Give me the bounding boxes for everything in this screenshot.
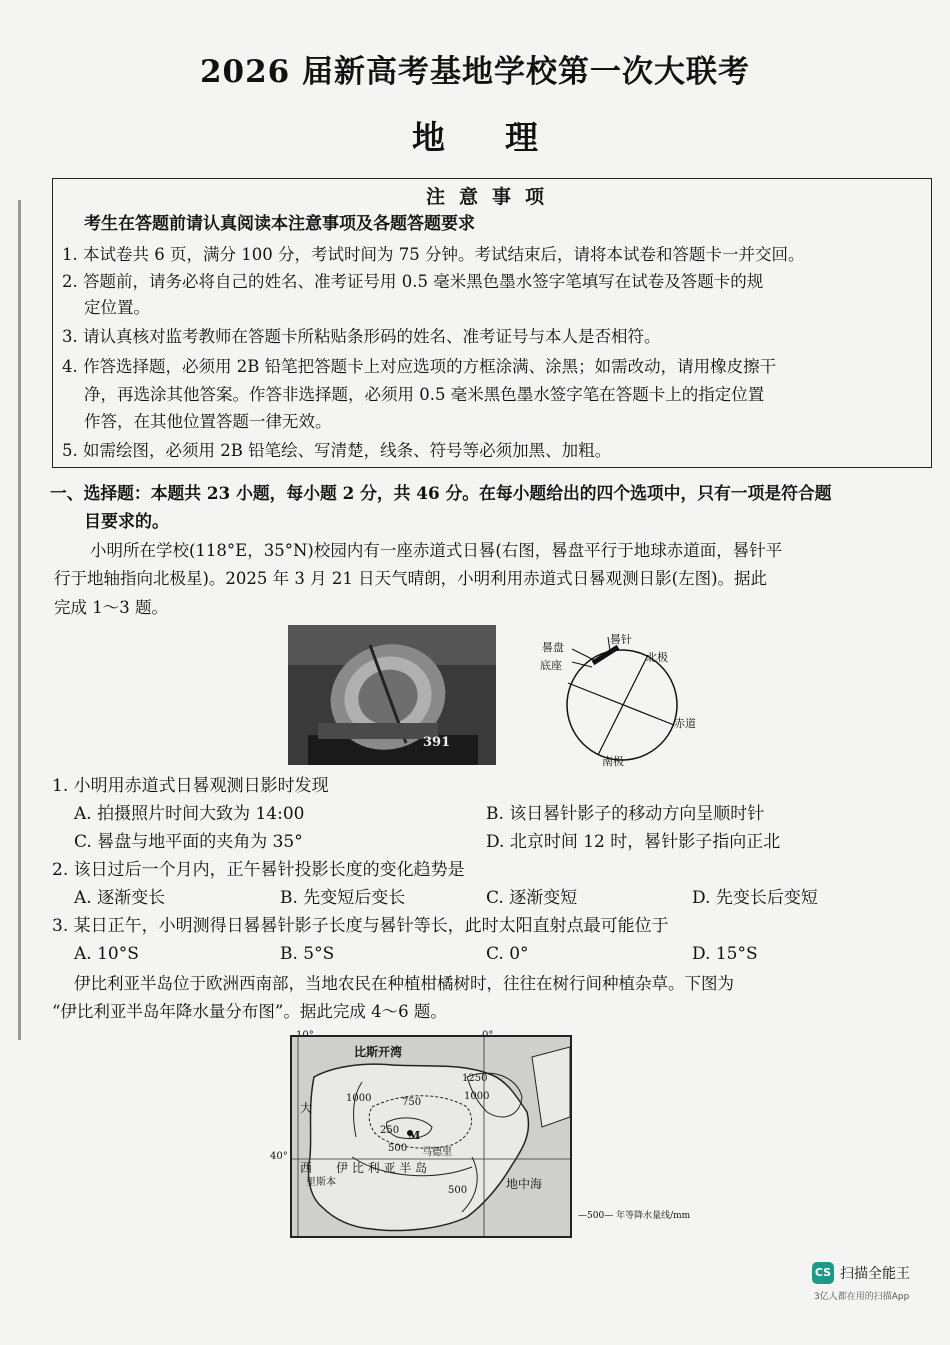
question-option: A. 10°S [74,944,139,964]
map-isoline-label: 1000 [346,1093,372,1104]
sundial-photo [288,625,496,765]
question-option: A. 逐渐变长 [74,888,166,908]
map-lat-label: 40° [270,1151,288,1162]
question-stem: 2. 该日过后一个月内，正午晷针投影长度的变化趋势是 [52,860,465,880]
subject-title: 地理 [412,118,598,157]
question-option: C. 逐渐变短 [486,888,578,908]
map-isoline-label: 1000 [464,1091,490,1102]
notice-item: 定位置。 [84,298,150,317]
map-peninsula-name: 伊 比 利 亚 半 岛 [336,1161,428,1175]
scanner-name: 扫描全能王 [840,1266,910,1282]
map-city-madrid: 马德里 [422,1147,452,1158]
question-option: B. 该日晷针影子的移动方向呈顺时针 [486,804,765,824]
map-city-lisbon: 里斯本 [306,1177,336,1188]
map-sea-east: 地中海 [506,1177,543,1191]
question-stem: 3. 某日正午，小明测得日晷晷针影子长度与晷针等长，此时太阳直射点最可能位于 [52,916,669,936]
exam-title: 2026 届新高考基地学校第一次大联考 [199,54,751,90]
notice-item: 1. 本试卷共 6 页，满分 100 分，考试时间为 75 分钟。考试结束后，请将本试卷和答题卡一并交回。 [62,245,805,264]
label-south-pole: 南极 [602,755,624,768]
question-option: B. 5°S [280,944,335,964]
question-option: B. 先变短后变长 [280,888,406,908]
notice-intro: 考生在答题前请认真阅读本注意事项及各题答题要求 [84,214,475,234]
question-option: D. 先变长后变短 [692,888,818,908]
map-isoline-label: 750 [402,1097,422,1108]
map-point-m: M [408,1129,421,1142]
notice-title: 注意事项 [425,186,558,208]
legend-line-icon: — [578,1211,587,1221]
label-gnomon: 晷针 [610,633,632,646]
section-heading: 一、选择题：本题共 23 小题，每小题 2 分，共 46 分。在每小题给出的四个选项中，只有一项是符合题 [50,483,832,503]
label-dial: 晷盘 [542,641,564,654]
question-option: D. 15°S [692,944,758,964]
map-isoline-label: 500 [448,1185,468,1196]
legend-line-icon: — [604,1211,614,1221]
map-isoline-label: 1250 [462,1073,488,1084]
question-option: A. 拍摄照片时间大致为 14:00 [74,804,305,824]
legend-value: 500 [587,1211,605,1221]
iberia-precip-map [290,1035,572,1238]
label-north-pole: 北极 [646,651,668,664]
question-stem: 1. 小明用赤道式日晷观测日影时发现 [52,776,329,796]
scan-edge [18,200,21,1040]
map-isoline-label: 250 [380,1125,400,1136]
scanner-tagline: 3亿人都在用的扫描App [814,1292,910,1302]
passage2-line: 伊比利亚半岛位于欧洲西南部，当地农民在种植柑橘树时，往往在树行间种植杂草。下图为 [74,974,734,993]
label-base: 底座 [540,659,562,672]
notice-item: 净，再选涂其他答案。作答非选择题，必须用 0.5 毫米黑色墨水签字笔在答题卡上的指定位置 [84,385,765,404]
map-isoline-label: 500 [388,1143,408,1154]
passage1-line: 完成 1～3 题。 [54,598,168,617]
notice-item: 3. 请认真核对监考教师在答题卡所粘贴条形码的姓名、准考证号与本人是否相符。 [62,327,661,346]
scanner-logo-icon: CS [812,1262,834,1284]
sundial-diagram [538,625,698,770]
section-heading-cont: 目要求的。 [84,512,169,532]
passage2-line: “伊比利亚半岛年降水量分布图”。据此完成 4～6 题。 [52,1002,447,1021]
question-option: D. 北京时间 12 时，晷针影子指向正北 [486,832,781,852]
notice-item: 2. 答题前，请务必将自己的姓名、准考证号用 0.5 毫米黑色墨水签字笔填写在试卷及答题卡的规 [62,272,764,291]
label-equator: 赤道 [674,717,696,730]
passage1-line: 小明所在学校(118°E，35°N)校园内有一座赤道式日晷(右图，晷盘平行于地球赤道面，晷针平 [90,541,783,560]
question-option: C. 晷盘与地平面的夹角为 35° [74,832,303,852]
notice-item: 5. 如需绘图，必须用 2B 铅笔绘、写清楚，线条、符号等必须加黑、加粗。 [62,441,612,460]
legend-text: 年等降水量线/mm [616,1211,691,1221]
question-option: C. 0° [486,944,529,964]
photo-number: 391 [423,735,451,750]
map-sea-north: 比斯开湾 [354,1045,403,1059]
map-legend [578,1208,690,1221]
map-sea-west: 大 [300,1101,313,1115]
notice-item: 4. 作答选择题，必须用 2B 铅笔把答题卡上对应选项的方框涂满、涂黑；如需改动，请用橡皮擦干 [62,357,777,376]
map-sea-west: 西 [300,1161,313,1175]
notice-item: 作答，在其他位置答题一律无效。 [84,412,332,431]
passage1-line: 行于地轴指向北极星)。2025 年 3 月 21 日天气晴朗，小明利用赤道式日晷观测日影(左图)。据此 [54,569,768,588]
